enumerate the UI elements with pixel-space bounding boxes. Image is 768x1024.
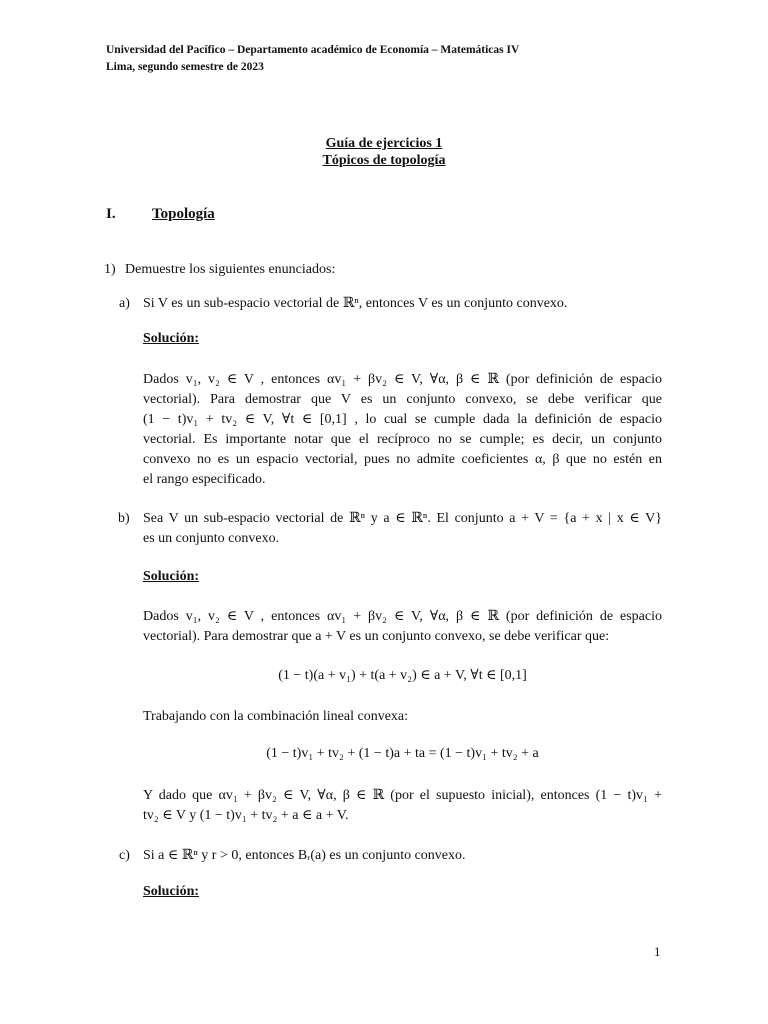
- item-b-solution-label: Solución:: [143, 569, 200, 584]
- item-b-conclusion: [143, 786, 662, 826]
- item-b-label: b): [118, 511, 130, 526]
- item-a-solution-line: el rango especificado.: [143, 472, 266, 487]
- item-b-equation-2: (1 − t)v₁ + tv₂ + (1 − t)a + ta = (1 − t)v₁ + tv₂ + a: [266, 746, 539, 761]
- item-a-solution-line: Dados v₁, v₂ ∈ V , entonces αv₁ + βv₂ ∈ V, ∀α, β ∈ ℝ (por definición de espacio: [143, 372, 662, 387]
- item-b-statement: [143, 509, 662, 549]
- item-b-working-text: Trabajando con la combinación lineal convexa:: [143, 709, 409, 724]
- item-b-equation-1: (1 − t)(a + v₁) + t(a + v₂) ∈ a + V, ∀t ∈ [0,1]: [278, 668, 527, 683]
- item-b-conclusion-line: Y dado que αv₁ + βv₂ ∈ V, ∀α, β ∈ ℝ (por el supuesto inicial), entonces (1 − t)v₁ +: [143, 788, 662, 803]
- item-a-solution-line: vectorial. Es importante notar que el recíproco no se cumple; es decir, un conjunto: [143, 432, 662, 447]
- item-a-solution-line: vectorial). Para demostrar que V es un conjunto convexo, se debe verificar que: [143, 392, 662, 407]
- section-number: I.: [106, 206, 116, 222]
- item-c-statement: Si a ∈ ℝⁿ y r > 0, entonces Bᵣ(a) es un conjunto convexo.: [143, 848, 466, 863]
- document-subtitle: Tópicos de topología: [322, 153, 446, 168]
- item-b-solution-line: Dados v₁, v₂ ∈ V , entonces αv₁ + βv₂ ∈ V, ∀α, β ∈ ℝ (por definición de espacio: [143, 609, 662, 624]
- question-label: 1): [104, 262, 116, 277]
- document-title: Guía de ejercicios 1: [325, 136, 443, 151]
- section-title: Topología: [152, 206, 215, 222]
- item-b-statement-line: Sea V un sub-espacio vectorial de ℝⁿ y a ∈ ℝⁿ. El conjunto a + V = {a + x | x ∈ V}: [143, 511, 662, 526]
- item-a-solution-line: convexo no es un espacio vectorial, pues no admite coeficientes α, β que no estén en: [143, 452, 662, 467]
- item-b-conclusion-line: tv₂ ∈ V y (1 − t)v₁ + tv₂ + a ∈ a + V.: [143, 808, 349, 823]
- page-number: 1: [654, 944, 661, 959]
- item-b-solution-line: vectorial). Para demostrar que a + V es un conjunto convexo, se debe verificar que:: [143, 629, 610, 644]
- item-a-statement: Si V es un sub-espacio vectorial de ℝⁿ, entonces V es un conjunto convexo.: [143, 296, 568, 311]
- header-semester: Lima, segundo semestre de 2023: [106, 61, 264, 73]
- item-a-solution-line: (1 − t)v₁ + tv₂ ∈ V, ∀t ∈ [0,1] , lo cual se cumple dada la definición de espacio: [143, 412, 662, 427]
- item-a-solution-label: Solución:: [143, 331, 200, 346]
- question-prompt: Demuestre los siguientes enunciados:: [125, 262, 336, 277]
- item-a-solution-text: [143, 370, 662, 490]
- item-a-label: a): [119, 296, 130, 311]
- item-b-statement-line: es un conjunto convexo.: [143, 531, 280, 546]
- item-c-label: c): [119, 848, 130, 863]
- item-c-solution-label: Solución:: [143, 884, 200, 899]
- item-b-solution-text: [143, 607, 662, 647]
- header-institution: Universidad del Pacífico – Departamento académico de Economía – Matemáticas IV: [106, 44, 520, 56]
